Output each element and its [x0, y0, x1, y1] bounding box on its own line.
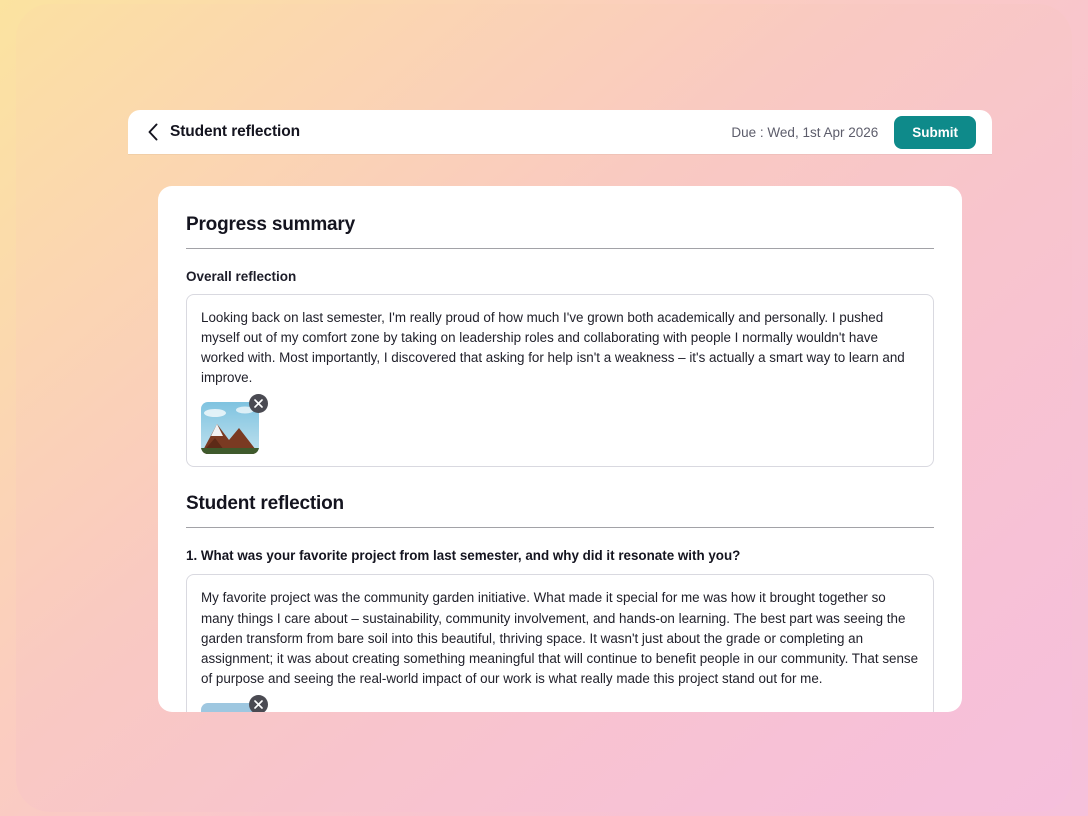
- close-icon[interactable]: [249, 394, 268, 413]
- overall-reflection-text: Looking back on last semester, I'm really proud of how much I've grown both academically and personally. I pushed myself out of my comfort zone by taking on leadership roles and collaborating with people I normally wouldn't have worked with. Most importantly, I discovered that asking for help isn't a weakness – it's actually a smart way to learn and improve.: [201, 310, 905, 386]
- close-icon[interactable]: [249, 695, 268, 712]
- mountain-photo-thumbnail[interactable]: [201, 402, 259, 454]
- question-1-attachments: [201, 703, 919, 712]
- assignment-panel: [128, 110, 992, 712]
- question-1-label: 1. What was your favorite project from last semester, and why did it resonate with you?: [186, 548, 741, 564]
- top-bar: [128, 110, 992, 154]
- submit-button[interactable]: Submit: [894, 116, 976, 149]
- overall-reflection-label: Overall reflection: [186, 269, 297, 284]
- device-frame: [16, 4, 1072, 812]
- question-1-answer: My favorite project was the community garden initiative. What made it special for me was how it brought together so many things I care about – sustainability, community involvement, and hands-on learning. The best part was seeing the garden transform from bare soil into this beautiful, thriving space. It wasn't just about the grade or completing an assignment; it was about creating something meaningful that will continue to benefit people in our community. That sense of purpose and seeing the real-world impact of our work is what really made this project stand out for me.: [201, 590, 919, 686]
- overall-reflection-attachments: [201, 402, 919, 454]
- reflection-content: [158, 186, 962, 712]
- overall-reflection-textbox[interactable]: [186, 294, 934, 467]
- progress-summary-divider: [186, 248, 934, 249]
- student-reflection-heading: Student reflection: [186, 493, 344, 515]
- attachment-item[interactable]: [201, 402, 259, 454]
- question-1-textbox[interactable]: [186, 574, 934, 712]
- progress-summary-heading: Progress summary: [186, 214, 355, 235]
- back-icon[interactable]: [142, 121, 164, 143]
- attachment-item[interactable]: [201, 703, 259, 712]
- student-reflection-divider: [186, 527, 934, 528]
- section-spacer: [186, 467, 934, 493]
- due-date-label: Due : Wed, 1st Apr 2026: [731, 124, 879, 140]
- page-title: Student reflection: [170, 123, 300, 140]
